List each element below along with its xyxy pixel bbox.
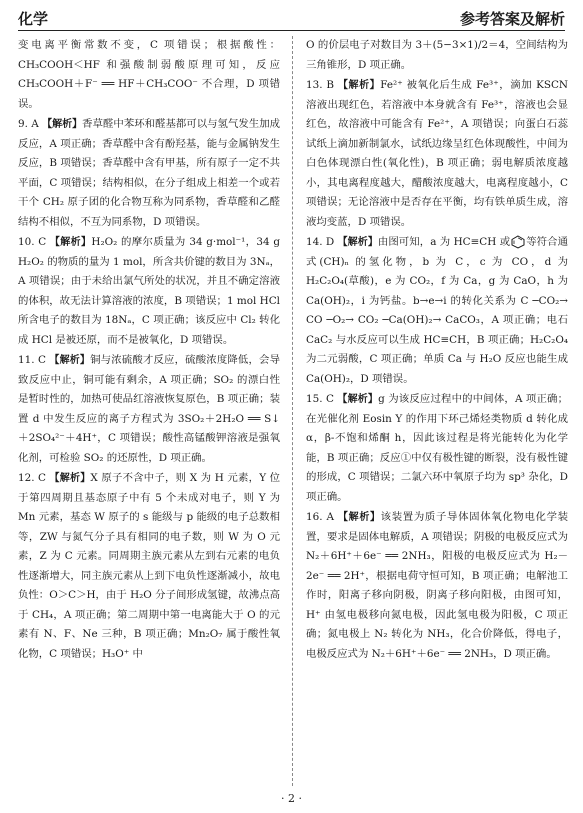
subject-label: 化学 (18, 10, 49, 28)
answer-text: Fe²⁺ 被氧化后生成 Fe³⁺，滴加 KSCN 溶液出现红色，若溶液中本身就含有 Fe³⁺，溶液也会显红色，故溶液中可能含有 Fe²⁺，A 项错误；向蛋白石蕊试纸上滴加新制氯水，试纸边缘呈红色体现酸性，中间为白色体现漂白性(氧化性)，B 项正确；弱电解质浓度越小，其电离程度越大，醋酸浓度越大，电离程度越小，C 项错误；无论溶液中是否存在平衡，均有铁单质生成，溶液均变蓝，D 项错误。 (306, 79, 568, 228)
page-number: · 2 · (281, 792, 302, 805)
document-title: 参考答案及解析 (459, 10, 565, 28)
question-number: 11. C (18, 354, 50, 366)
question-number: 15. C (306, 393, 338, 405)
answer-11 (18, 351, 280, 468)
question-number: 12. C (18, 472, 50, 484)
analysis-tag: 【解析】 (49, 355, 91, 366)
answer-text: 香草醛中苯环和醛基都可以与氢气发生加成反应，A 项正确；香草醛中含有酚羟基，能与金属钠发生反应，B 项错误；香草醛中含有甲基，所有原子一定不共平面，C 项错误；结构相似，在分子组成上相差一个或若干个 CH₂ 原子团的化合物互称为同系物，香草醛和乙醛结构不相似，不互为同系物，D 项错误。 (18, 118, 280, 228)
answer-14 (306, 233, 568, 389)
answer-text: g 为该反应过程中的中间体，A 项正确；在光催化剂 Eosin Y 的作用下环己烯烃类物质 d 转化成 α，β-不饱和烯酮 h，因此该过程是将光能转化为化学能，B 项正确；反应①中仅有极性键的断裂，没有极性键的形成，C 项错误；二氯六环中氧原子均为 sp³ 杂化，D 项正确。 (306, 393, 568, 503)
answer-12-continued: O 的价层电子对数目为 3＋(5−3×1)/2＝4，空间结构为三角锥形，D 项正确。 (306, 39, 568, 71)
analysis-tag: 【解析】 (42, 119, 83, 130)
answer-text-b: 等符合通式(CH)ₙ 的氢化物，b 为 C，c 为 CO，d 为 H₂C₂O₄(草酸)，e 为 CO₂，f 为 Ca，g 为 CaO，h 为 Ca(OH)₂，i 为钙盐。b→e→i 的转化关系为 C ─CO₂→ CO ─O₂→ CO₂ ─Ca(OH)₂→ CaCO₃，A 项正确；电石 CaC₂ 与水反应可以生成 HC≡CH，B 项正确；H₂C₂O₄ 为二元弱酸，C 项正确；单质 Ca 与 H₂O 反应也能生成 Ca(OH)₂，D 项错误。 (306, 236, 568, 385)
question-number: 10. C (18, 236, 50, 248)
question-number: 13. B (306, 79, 338, 91)
answer-10 (18, 233, 280, 350)
answer-13 (306, 76, 568, 232)
answer-12 (18, 469, 280, 664)
answer-text: 该装置为质子导体固体氧化物电化学装置，要求是固体电解质，A 项错误；阴极的电极反应式为 N₂＋6H⁺＋6e⁻ ══ 2NH₃，阳极的电极反应式为 H₂－2e⁻ ══ 2H⁺，根据电荷守恒可知，B 项正确；电解池工作时，阳离子移向阴极，阴离子移向阳极，由图可知，H⁺ 由氢电极移向氮电极，因此氢电极为阳极，C 项正确；氮电极上 N₂ 转化为 NH₃，化合价降低，得电子，电极反应式为 N₂＋6H⁺＋6e⁻ ══ 2NH₃，D 项正确。 (306, 511, 568, 660)
answer-8-continued: 变电离平衡常数不变，C 项错误；根据酸性：CH₃COOH＜HF 和强酸制弱酸原理可知，反应 CH₃COOH＋F⁻ ══ HF＋CH₃COO⁻ 不合理，D 项错误。 (18, 39, 280, 110)
analysis-tag: 【解析】 (49, 473, 91, 484)
answer-text-a: 由图可知，a 为 HC≡CH 或 (377, 236, 511, 248)
answer-15 (306, 390, 568, 507)
page-header (18, 8, 565, 31)
right-column (306, 36, 568, 788)
question-number: 9. A (18, 118, 43, 130)
answer-16 (306, 508, 568, 664)
benzene-structure-icon (510, 235, 526, 249)
answer-text: X 原子不含中子，则 X 为 H 元素，Y 位于第四周期且基态原子中有 5 个未成对电子，则 Y 为 Mn 元素，基态 W 原子的 s 能级与 p 能级的电子总数相等，ZW 与氮气分子具有相同的电子数，则 W 为 O 元素，Z 为 C 元素。同周期主族元素从左到右元素的电负性逐渐增大，同主族元素从上到下电负性逐渐减小，故电负性：O＞C＞H，由于 H₂O 分子间形成氢键，故沸点高于 CH₄，A 项正确；第二周期中第一电离能大于 O 的元素有 N、F、Ne 三种，B 项正确；Mn₂O₇ 属于酸性氧化物，C 项错误；H₃O⁺ 中 (18, 472, 280, 660)
analysis-tag: 【解析】 (337, 80, 381, 91)
answer-text: H₂O₂ 的摩尔质量为 34 g·mol⁻¹，34 g H₂O₂ 的物质的量为 1 mol，所含共价键的数目为 3Nₐ，A 项错误；由于未给出氯气所处的状况，并且不确定溶液的体积，故无法计算溶液的浓度，B 项错误；1 mol HCl 所含电子的数目为 18Nₐ，C 项正确；该反应中 Cl₂ 转化成 HCl 是被还原，而不是被氧化，D 项错误。 (18, 236, 280, 346)
analysis-tag: 【解析】 (337, 512, 381, 523)
left-column (18, 36, 280, 788)
answer-text: 铜与浓硫酸才反应，硫酸浓度降低，会导致反应中止，铜可能有剩余，A 项正确；SO₂ 的漂白性是暂时性的，加热可使品红溶液恢复原色，B 项正确；装置 d 中发生反应的离子方程式为 3SO₂＋2H₂O ══ S↓＋2SO₄²⁻＋4H⁺，C 项错误；酸性高锰酸钾溶液是强氧化剂，可检验 SO₂ 的还原性，D 项正确。 (18, 354, 280, 464)
analysis-tag: 【解析】 (337, 394, 379, 405)
answer-9 (18, 115, 280, 232)
column-divider (292, 36, 293, 786)
question-number: 16. A (306, 511, 338, 523)
analysis-tag: 【解析】 (337, 237, 378, 248)
analysis-tag: 【解析】 (49, 237, 92, 248)
question-number: 14. D (306, 236, 338, 248)
